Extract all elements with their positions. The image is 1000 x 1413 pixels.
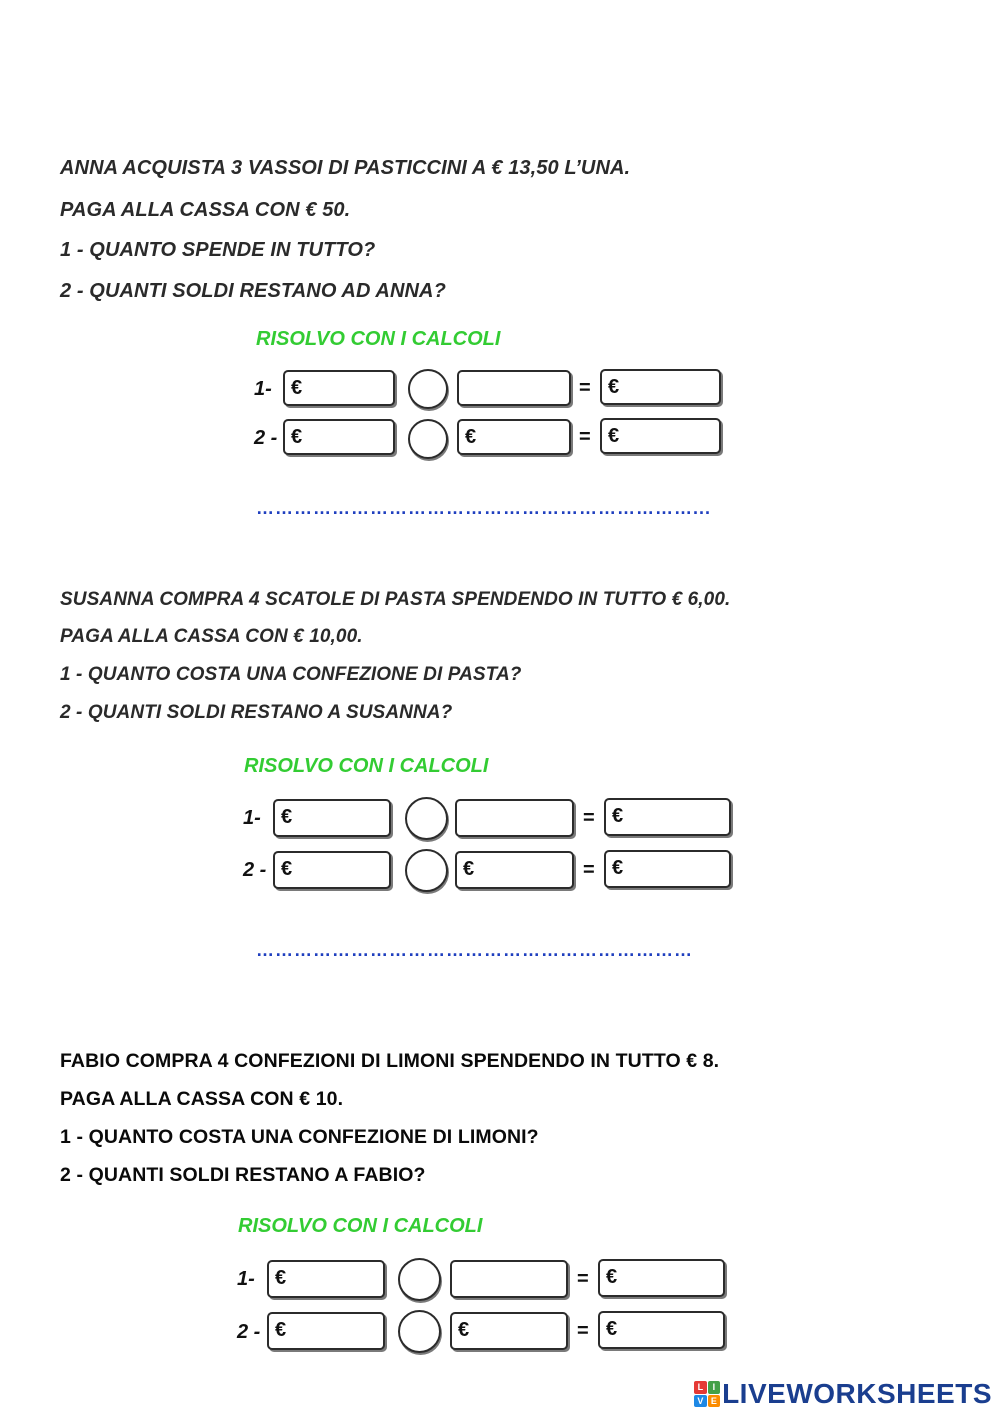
problem-2-row-2-operator[interactable]: [405, 849, 448, 892]
problem-2-answer-line[interactable]: ……………………………………………………………: [256, 940, 693, 960]
problem-2-row-1-operand-b[interactable]: [455, 799, 574, 837]
problem-2-row-2-operand-b[interactable]: €: [455, 851, 574, 889]
problem-3-row-2-result[interactable]: €: [598, 1311, 725, 1349]
problem-1-row-2-label: 2 -: [254, 427, 278, 449]
problem-3-line-1: FABIO COMPRA 4 CONFEZIONI DI LIMONI SPENDENDO IN TUTTO € 8.: [60, 1050, 720, 1072]
problem-2-row-2-operand-a[interactable]: €: [273, 851, 391, 889]
problem-2-row-1-operand-a[interactable]: €: [273, 799, 391, 837]
problem-3-row-1-equals: =: [577, 1268, 589, 1290]
problem-1-row-1-operand-a[interactable]: €: [283, 370, 395, 406]
problem-1-row-1-operand-b[interactable]: [457, 370, 571, 406]
problem-2-row-1-label: 1-: [243, 807, 261, 829]
problem-3-row-2-operand-b[interactable]: €: [450, 1312, 568, 1350]
problem-3-row-2-operator[interactable]: [398, 1310, 441, 1353]
problem-1-row-1-result[interactable]: €: [600, 369, 721, 405]
problem-1-row-2-operator[interactable]: [408, 419, 448, 459]
problem-1-row-2-operand-a[interactable]: €: [283, 419, 395, 455]
brand-mark-letter: V: [694, 1395, 707, 1408]
brand-mark-letter: I: [708, 1381, 721, 1394]
problem-2-line-2: PAGA ALLA CASSA CON € 10,00.: [60, 626, 363, 647]
problem-1-row-2-equals: =: [579, 426, 591, 448]
problem-3-solve-heading: RISOLVO CON I CALCOLI: [238, 1215, 483, 1237]
problem-2-row-1-result[interactable]: €: [604, 798, 731, 836]
problem-1-row-1-operator[interactable]: [408, 369, 448, 409]
problem-3-row-2-label: 2 -: [237, 1321, 261, 1343]
problem-1-question-2: 2 - QUANTI SOLDI RESTANO AD ANNA?: [60, 280, 446, 302]
problem-2-line-1: SUSANNA COMPRA 4 SCATOLE DI PASTA SPENDENDO IN TUTTO € 6,00.: [60, 589, 731, 610]
problem-2-row-2-equals: =: [583, 859, 595, 881]
problem-3-row-1-operator[interactable]: [398, 1258, 441, 1301]
liveworksheets-mark-icon: [694, 1381, 720, 1407]
problem-3-row-1-label: 1-: [237, 1268, 255, 1290]
brand-mark-letter: L: [694, 1381, 707, 1394]
problem-1-line-1: ANNA ACQUISTA 3 VASSOI DI PASTICCINI A € 13,50 L’UNA.: [60, 157, 631, 179]
brand-mark-letter: E: [708, 1395, 721, 1408]
problem-3-line-2: PAGA ALLA CASSA CON € 10.: [60, 1088, 344, 1110]
problem-2-row-2-label: 2 -: [243, 859, 267, 881]
problem-1-solve-heading: RISOLVO CON I CALCOLI: [256, 328, 501, 350]
problem-3-row-1-result[interactable]: €: [598, 1259, 725, 1297]
problem-2-question-1: 1 - QUANTO COSTA UNA CONFEZIONE DI PASTA?: [60, 664, 522, 685]
problem-2-question-2: 2 - QUANTI SOLDI RESTANO A SUSANNA?: [60, 702, 453, 723]
brand-text: LIVEWORKSHEETS: [722, 1378, 992, 1409]
problem-3-question-2: 2 - QUANTI SOLDI RESTANO A FABIO?: [60, 1164, 426, 1186]
problem-2-row-1-equals: =: [583, 807, 595, 829]
problem-3-question-1: 1 - QUANTO COSTA UNA CONFEZIONE DI LIMONI?: [60, 1126, 539, 1148]
problem-2-row-2-result[interactable]: €: [604, 850, 731, 888]
problem-3-row-1-operand-b[interactable]: [450, 1260, 568, 1298]
problem-2-solve-heading: RISOLVO CON I CALCOLI: [244, 755, 489, 777]
problem-1-answer-line[interactable]: ……………………………………………………………...: [256, 498, 712, 518]
problem-1-question-1: 1 - QUANTO SPENDE IN TUTTO?: [60, 239, 376, 261]
problem-1-row-2-operand-b[interactable]: €: [457, 419, 571, 455]
problem-1-row-2-result[interactable]: €: [600, 418, 721, 454]
problem-1-row-1-label: 1-: [254, 378, 272, 400]
problem-2-row-1-operator[interactable]: [405, 797, 448, 840]
liveworksheets-logo: [694, 1379, 992, 1409]
problem-3-row-1-operand-a[interactable]: €: [267, 1260, 385, 1298]
problem-1-line-2: PAGA ALLA CASSA CON € 50.: [60, 199, 351, 221]
problem-1-row-1-equals: =: [579, 377, 591, 399]
problem-3-row-2-operand-a[interactable]: €: [267, 1312, 385, 1350]
problem-3-row-2-equals: =: [577, 1320, 589, 1342]
